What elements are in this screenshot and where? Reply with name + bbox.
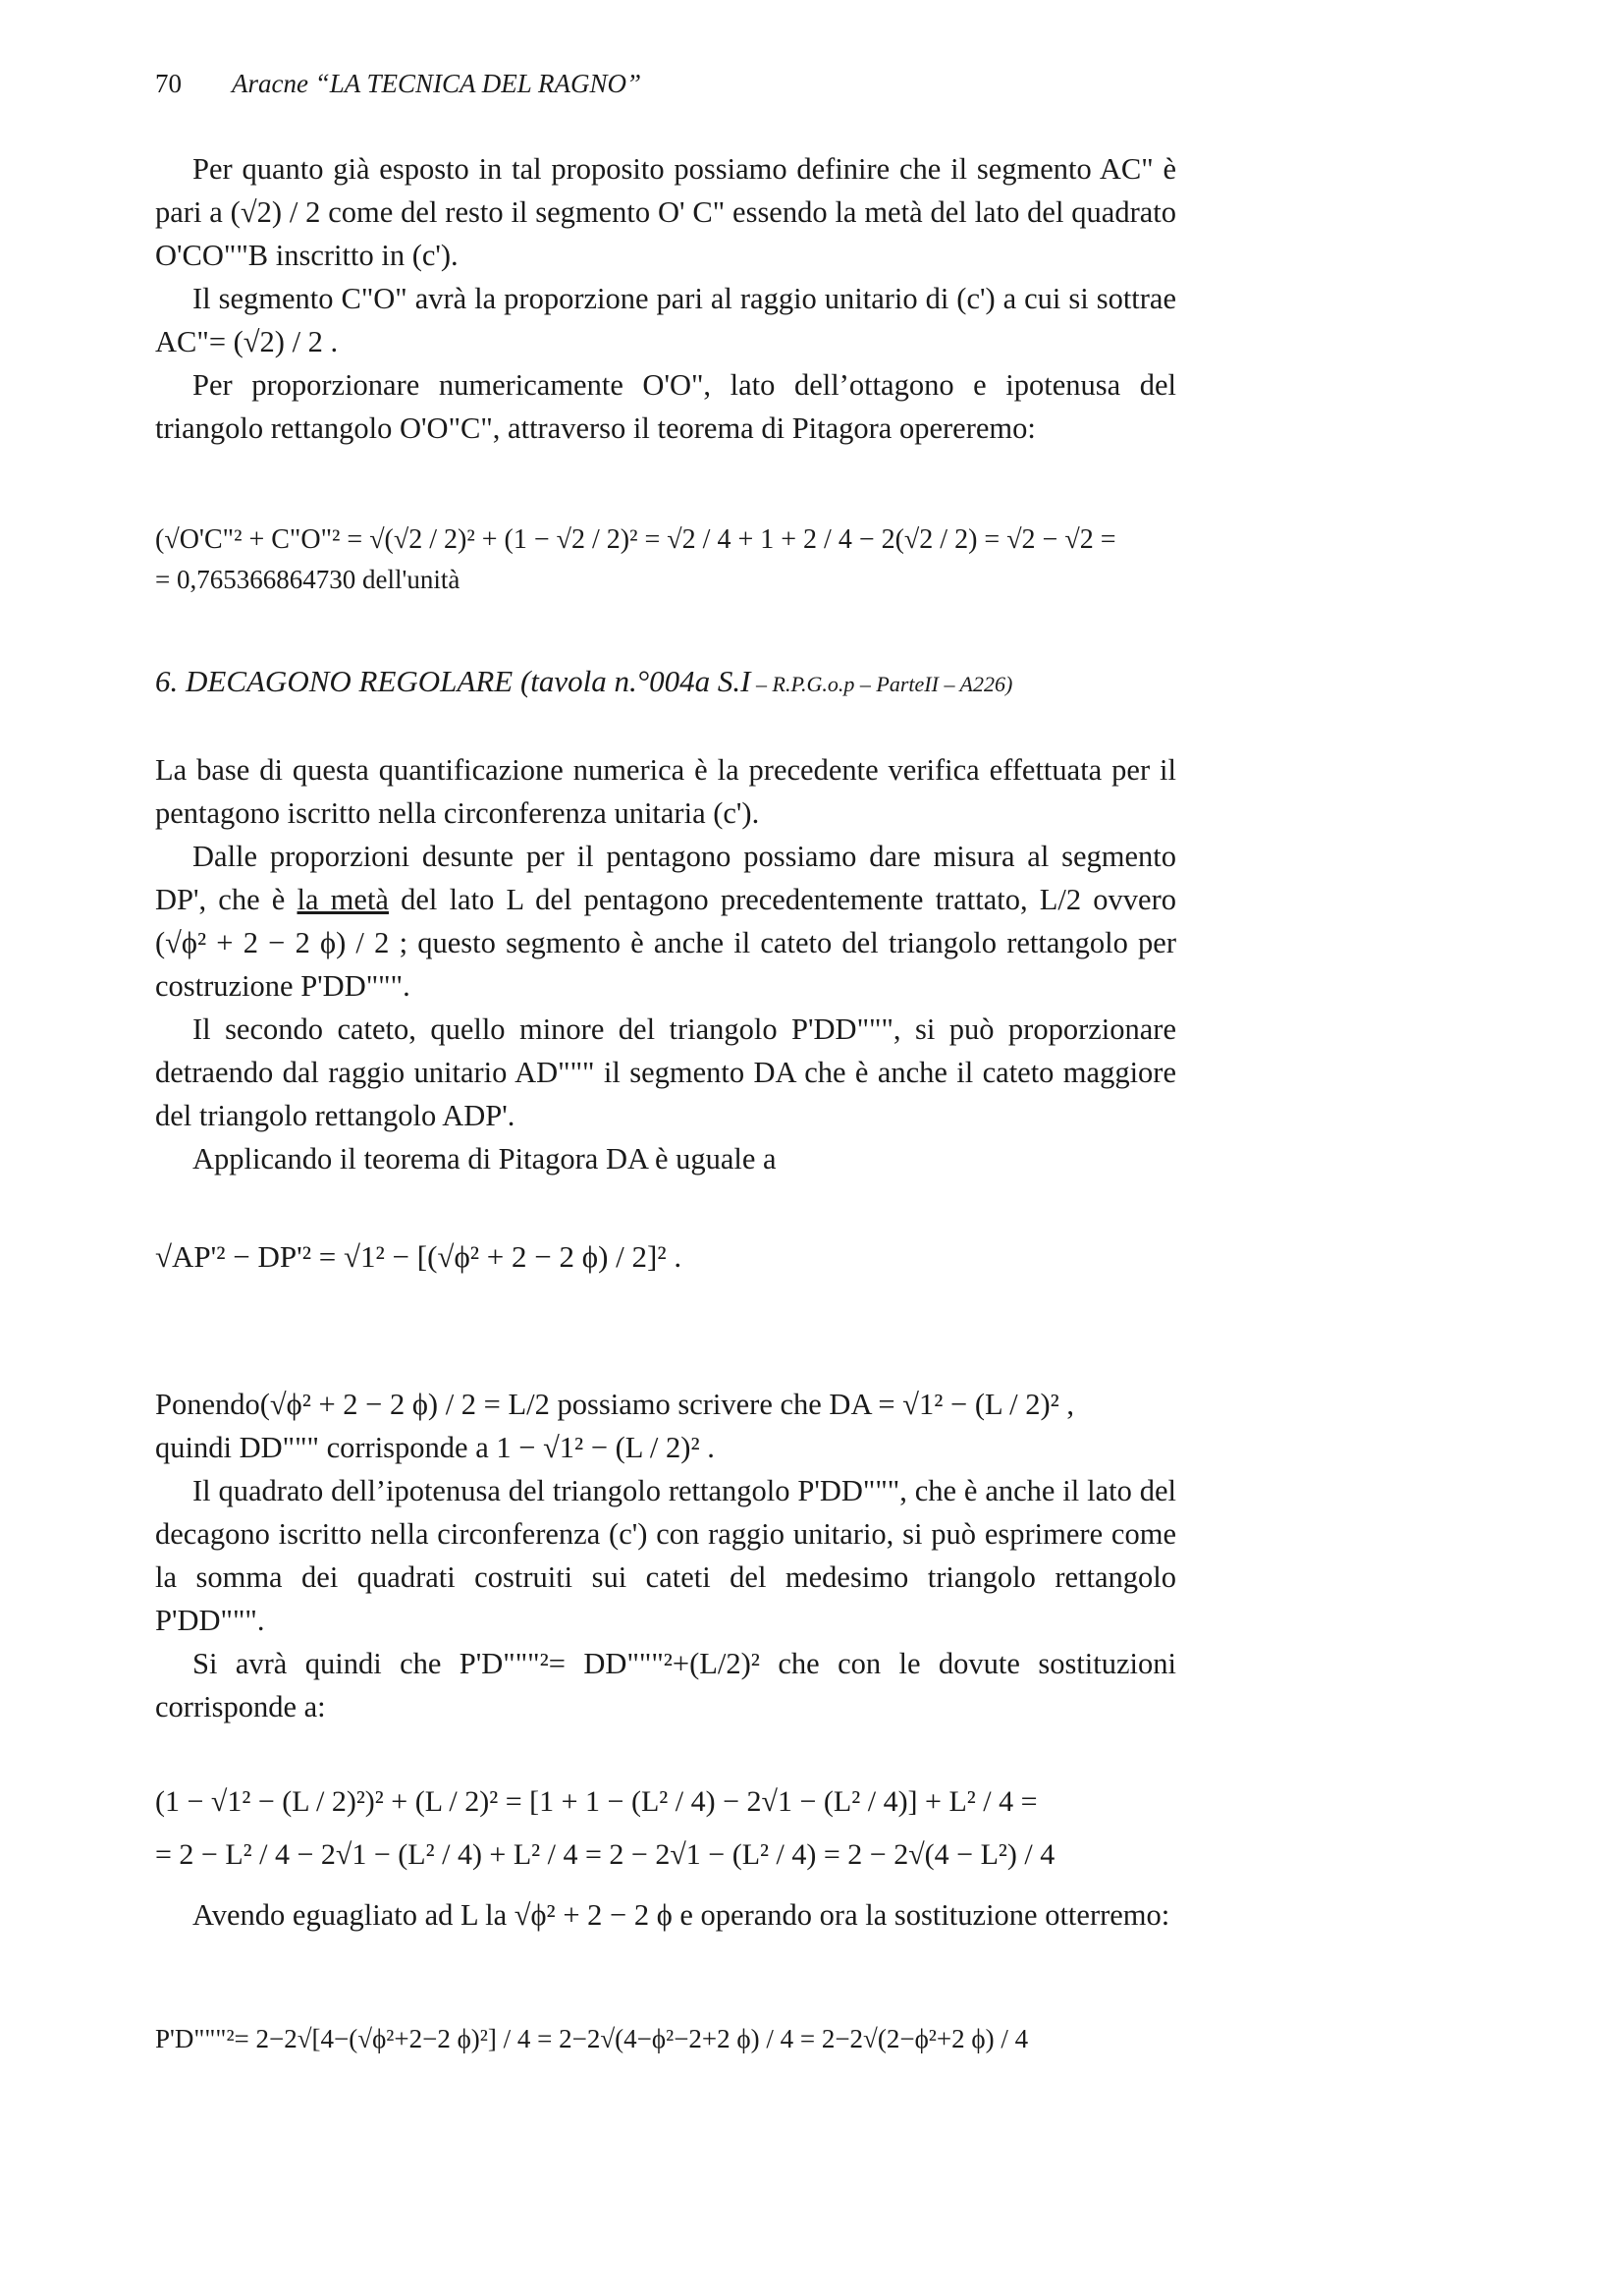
paragraph: Il secondo cateto, quello minore del triangolo P'DD""", si può proporzionare detraendo dal raggio unitario AD""" il segmento DA che è anche il cateto maggiore del triangolo rettangolo ADP'. [155, 1012, 1176, 1132]
paragraph: Per quanto già esposto in tal proposito possiamo definire che il segmento AC" è pari a (√2) / 2 come del resto il segmento O' C" essendo la metà del lato del quadrato O'CO""B inscritto in (c'). [155, 152, 1176, 272]
substitution-paragraphs [155, 1383, 1176, 1728]
paragraph: Per proporzionare numericamente O'O", lato dell’ottagono e ipotenusa del triangolo rettangolo O'O"C", attraverso il teorema di Pitagora opereremo: [155, 368, 1176, 445]
running-title: Aracne “LA TECNICA DEL RAGNO” [232, 69, 642, 98]
decagon-paragraphs [155, 748, 1176, 1180]
equation-da [155, 1237, 681, 1277]
equation-line: (1 − √1² − (L / 2)²)² + (L / 2)² = [1 + 1 − (L² / 4) − 2√1 − (L² / 4)] + L² / 4 = [155, 1785, 1038, 1818]
page-number: 70 [155, 69, 182, 98]
paragraph: Avendo eguagliato ad L la √ϕ² + 2 − 2 ϕ e operando ora la sostituzione otterremo: [192, 1898, 1170, 1932]
section-subtitle: – R.P.G.o.p – ParteII – A226) [750, 672, 1013, 696]
equation-final [155, 2019, 1028, 2058]
equation-line: √AP'² − DP'² = √1² − [(√ϕ² + 2 − 2 ϕ) / 2]² . [155, 1239, 682, 1274]
paragraph: Applicando il teorema di Pitagora DA è uguale a [192, 1142, 777, 1175]
paragraph: Dalle proporzioni desunte per il pentagono possiamo dare misura al segmento DP', che è la metà del lato L del pentagono precedentemente trattato, L/2 ovvero (√ϕ² + 2 − 2 ϕ) / 2 ; questo segmento è anche il cateto del triangolo rettangolo per costruzione P'DD""". [155, 840, 1176, 1003]
equation-hypotenuse [155, 1776, 1055, 1882]
equation-line: = 2 − L² / 4 − 2√1 − (L² / 4) + L² / 4 = 2 − 2√1 − (L² / 4) = 2 − 2√(4 − L²) / 4 [155, 1838, 1056, 1871]
equation-line: P'D"""²= 2−2√[4−(√ϕ²+2−2 ϕ)²] / 4 = 2−2√(4−ϕ²−2+2 ϕ) / 4 = 2−2√(2−ϕ²+2 ϕ) / 4 [155, 2024, 1029, 2053]
paragraph: Il quadrato dell’ipotenusa del triangolo rettangolo P'DD""", che è anche il lato del decagono iscritto nella circonferenza (c') con raggio unitario, si può esprimere come la somma dei quadrati costruiti sui cateti del medesimo triangolo rettangolo P'DD""". [155, 1474, 1176, 1637]
underlined-text: la metà [297, 883, 389, 916]
paragraph: Il segmento C"O" avrà la proporzione pari al raggio unitario di (c') a cui si sottrae AC"= (√2) / 2 . [155, 282, 1176, 358]
paragraph: quindi DD""" corrisponde a 1 − √1² − (L / 2)² . [155, 1431, 715, 1464]
final-paragraph [155, 1893, 1176, 1937]
equation-line: (√O'C"² + C"O"² = √(√2 / 2)² + (1 − √2 / 2)² = √2 / 4 + 1 + 2 / 4 − 2(√2 / 2) = √2 − √2 = [155, 524, 1116, 555]
section-title: 6. DECAGONO REGOLARE (tavola n.°004a S.I [155, 664, 751, 698]
page-header [155, 69, 641, 99]
paragraph: Si avrà quindi che P'D"""²= DD"""²+(L/2)² che con le dovute sostituzioni corrisponde a: [155, 1647, 1176, 1723]
paragraph: La base di questa quantificazione numerica è la precedente verifica effettuata per il pentagono iscritto nella circonferenza unitaria (c'). [155, 753, 1176, 830]
section-heading [155, 664, 1012, 699]
paragraph: Ponendo(√ϕ² + 2 − 2 ϕ) / 2 = L/2 possiamo scrivere che DA = √1² − (L / 2)² , [155, 1388, 1075, 1421]
intro-paragraphs [155, 147, 1176, 450]
equation-octagon [155, 520, 1116, 599]
equation-result: = 0,765366864730 dell'unità [155, 565, 460, 594]
